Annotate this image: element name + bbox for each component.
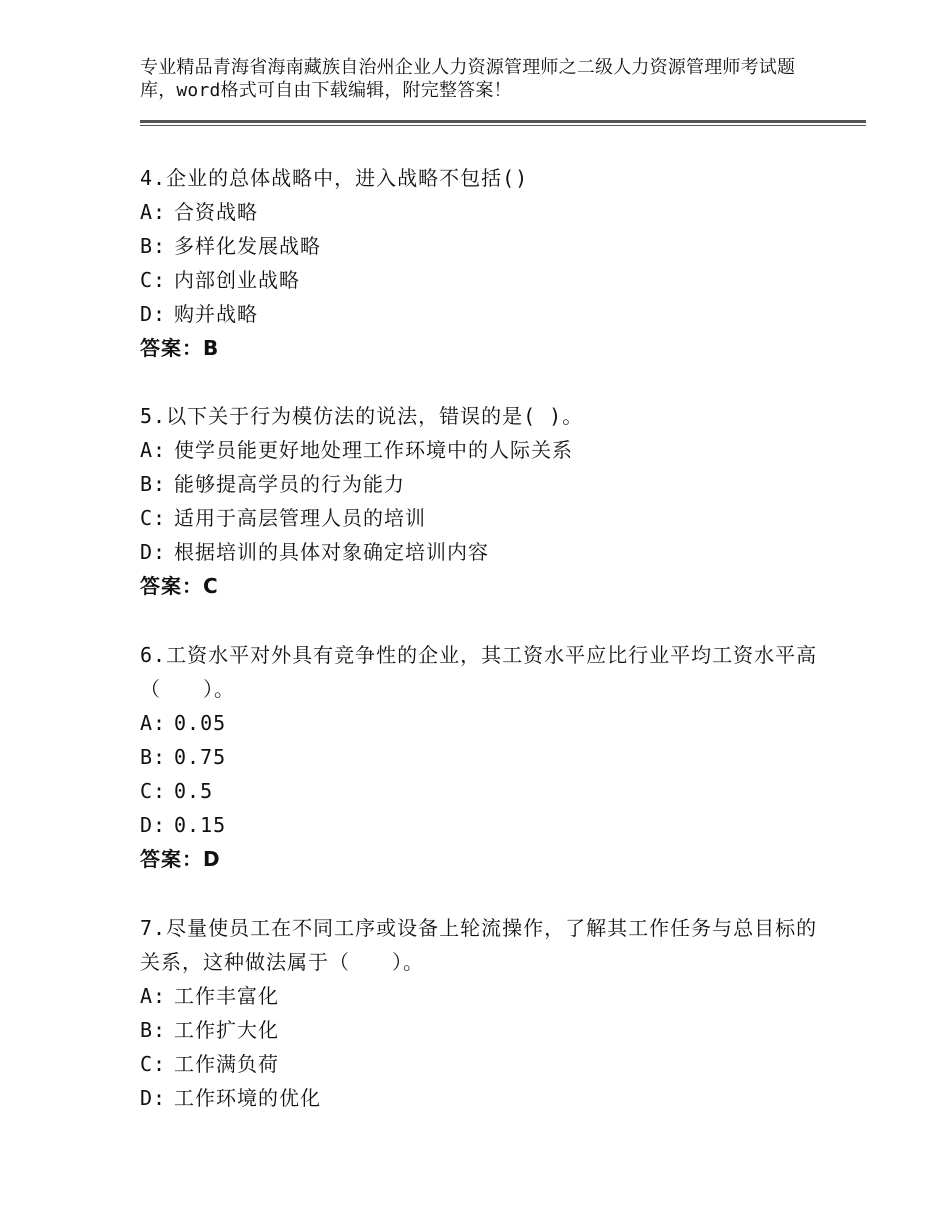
option-text: 能够提高学员的行为能力 bbox=[174, 472, 405, 496]
option-letter: A: bbox=[140, 711, 167, 735]
option-text: 适用于高层管理人员的培训 bbox=[174, 506, 426, 530]
option-d bbox=[140, 808, 820, 842]
option-text: 0.05 bbox=[174, 711, 227, 735]
option-letter: A: bbox=[140, 438, 167, 462]
question-stem: 4.企业的总体战略中，进入战略不包括() bbox=[140, 166, 529, 190]
option-letter: B: bbox=[140, 1018, 167, 1042]
option-text: 使学员能更好地处理工作环境中的人际关系 bbox=[174, 438, 573, 462]
option-text: 工作环境的优化 bbox=[174, 1086, 321, 1110]
question-7 bbox=[140, 911, 820, 1115]
answer-label: 答案：D bbox=[140, 847, 221, 871]
option-text: 工作扩大化 bbox=[174, 1018, 279, 1042]
option-text: 0.5 bbox=[174, 779, 214, 803]
option-letter: D: bbox=[140, 1086, 167, 1110]
option-c bbox=[140, 263, 820, 297]
option-b bbox=[140, 1013, 820, 1047]
option-d bbox=[140, 297, 820, 331]
question-5 bbox=[140, 399, 820, 603]
question-stem: 6.工资水平对外具有竞争性的企业，其工资水平应比行业平均工资水平高（ ）。 bbox=[140, 643, 818, 701]
option-text: 内部创业战略 bbox=[174, 268, 300, 292]
option-letter: B: bbox=[140, 745, 167, 769]
question-4 bbox=[140, 161, 820, 365]
option-letter: A: bbox=[140, 200, 167, 224]
option-letter: C: bbox=[140, 1052, 167, 1076]
option-a bbox=[140, 706, 820, 740]
document-title: 专业精品青海省海南藏族自治州企业人力资源管理师之二级人力资源管理师考试题库，word格式可自由下载编辑，附完整答案！ bbox=[140, 57, 796, 101]
question-6 bbox=[140, 638, 820, 876]
answer-label: 答案：B bbox=[140, 336, 220, 360]
option-text: 0.75 bbox=[174, 745, 227, 769]
option-letter: D: bbox=[140, 302, 167, 326]
option-letter: B: bbox=[140, 234, 167, 258]
option-text: 0.15 bbox=[174, 813, 227, 837]
option-letter: D: bbox=[140, 540, 167, 564]
option-letter: C: bbox=[140, 506, 167, 530]
option-text: 工作满负荷 bbox=[174, 1052, 279, 1076]
question-stem: 5.以下关于行为模仿法的说法，错误的是( )。 bbox=[140, 404, 584, 428]
option-b bbox=[140, 740, 820, 774]
option-text: 购并战略 bbox=[174, 302, 258, 326]
header-divider-thick bbox=[140, 120, 866, 123]
option-b bbox=[140, 229, 820, 263]
option-c bbox=[140, 774, 820, 808]
option-d bbox=[140, 1081, 820, 1115]
option-b bbox=[140, 467, 820, 501]
option-text: 根据培训的具体对象确定培训内容 bbox=[174, 540, 489, 564]
option-letter: C: bbox=[140, 779, 167, 803]
option-letter: B: bbox=[140, 472, 167, 496]
option-a bbox=[140, 195, 820, 229]
option-a bbox=[140, 433, 820, 467]
option-letter: C: bbox=[140, 268, 167, 292]
option-a bbox=[140, 979, 820, 1013]
option-c bbox=[140, 1047, 820, 1081]
option-c bbox=[140, 501, 820, 535]
option-letter: D: bbox=[140, 813, 167, 837]
question-stem: 7.尽量使员工在不同工序或设备上轮流操作，了解其工作任务与总目标的关系，这种做法属于（ ）。 bbox=[140, 916, 818, 974]
header-divider-thin bbox=[140, 125, 866, 126]
answer-label: 答案：C bbox=[140, 574, 219, 598]
option-letter: A: bbox=[140, 984, 167, 1008]
option-text: 多样化发展战略 bbox=[174, 234, 321, 258]
option-text: 工作丰富化 bbox=[174, 984, 279, 1008]
option-d bbox=[140, 535, 820, 569]
option-text: 合资战略 bbox=[174, 200, 258, 224]
